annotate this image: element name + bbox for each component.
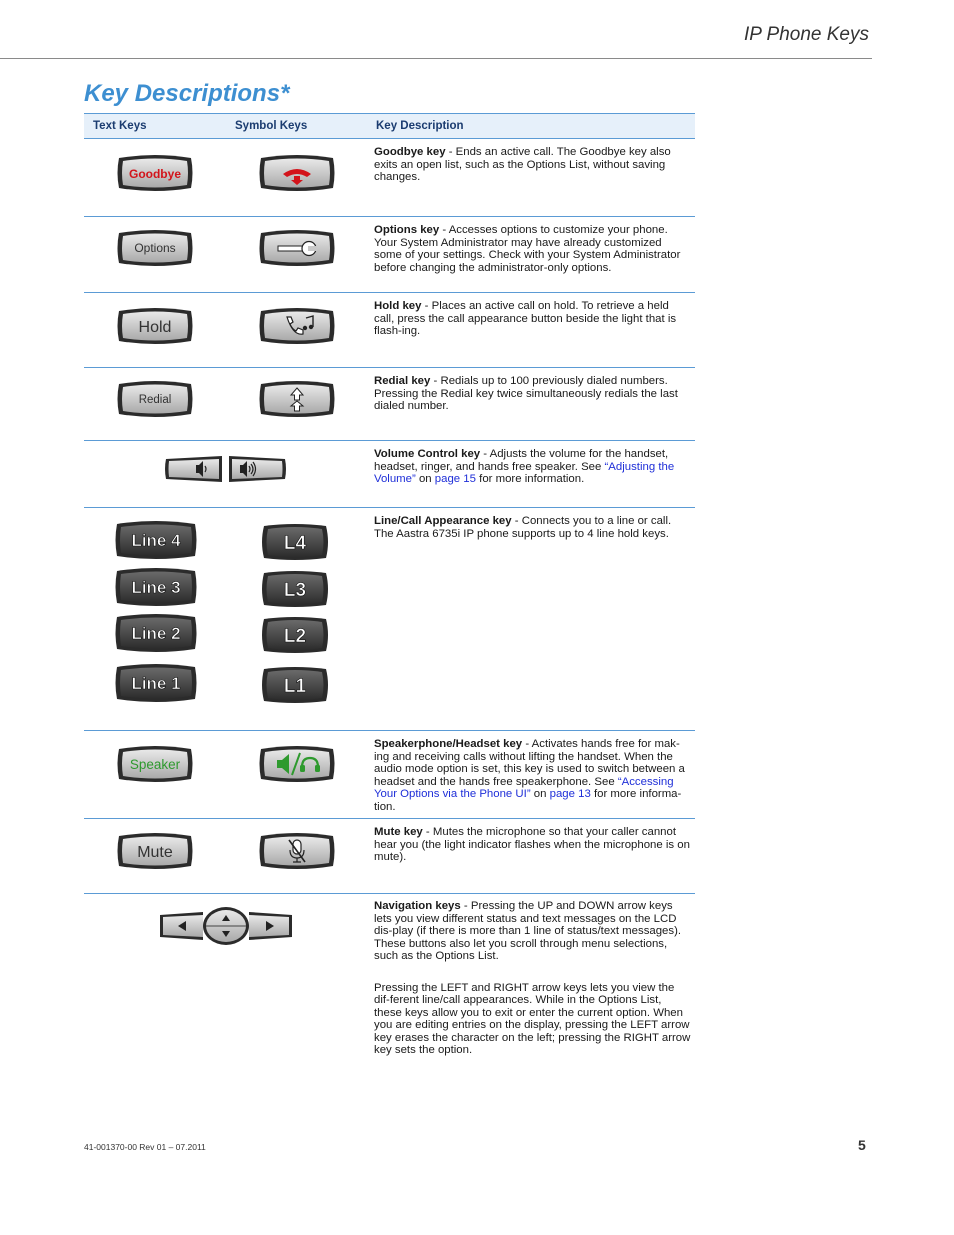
line-2-text-key[interactable]	[114, 613, 198, 653]
section-title: IP Phone Keys	[744, 24, 869, 45]
line-1-symbol-key[interactable]	[260, 665, 330, 705]
table-header	[84, 113, 695, 139]
key-label: Options	[134, 241, 176, 255]
options-key-description: Options key - Accesses options to customize your phone. Your System Administrator may have already customized some of your settings. Check with your System Administrator before changing the administrator-only options.	[374, 224, 681, 274]
table-row	[84, 368, 695, 441]
key-label: Line 3	[131, 578, 181, 597]
document-id: 41-001370-00 Rev 01 – 07.2011	[84, 1142, 206, 1152]
line-key-description: Line/Call Appearance key - Connects you to a line or call. The Aastra 6735i IP phone supports up to 4 line hold keys.	[374, 515, 672, 540]
key-label: L2	[283, 626, 307, 647]
line-4-symbol-key[interactable]	[260, 522, 330, 562]
volume-key-description: Volume Control key - Adjusts the volume for the handset, headset, ringer, and hands free speaker. See “Adjusting the Volume” on page 15 for more information.	[374, 448, 675, 485]
mute-text-key[interactable]	[116, 832, 194, 870]
link-page-13[interactable]: page 13	[549, 788, 591, 800]
key-label: L3	[283, 580, 307, 601]
goodbye-handset-icon[interactable]	[258, 154, 336, 192]
link-accessing-options[interactable]: “Accessing Your Options via the Phone UI”	[374, 775, 674, 800]
volume-down-icon[interactable]	[164, 454, 224, 484]
table-row	[84, 894, 695, 1074]
table-row	[84, 819, 695, 894]
table-row	[84, 139, 695, 217]
wrench-icon[interactable]	[258, 229, 336, 267]
col-header-key-description: Key Description	[376, 120, 464, 132]
table-row	[84, 731, 695, 819]
muted-microphone-icon[interactable]	[258, 832, 336, 870]
key-label: Mute	[137, 844, 173, 861]
key-label: Speaker	[129, 757, 181, 772]
link-adjusting-volume[interactable]: “Adjusting the Volume”	[374, 460, 675, 485]
line-2-symbol-key[interactable]	[260, 615, 330, 655]
line-1-text-key[interactable]	[114, 663, 198, 703]
hold-handset-music-icon[interactable]	[258, 307, 336, 345]
page-number: 5	[858, 1137, 866, 1153]
running-header	[0, 0, 872, 59]
navigation-keys-icon[interactable]	[158, 906, 294, 946]
link-page-15[interactable]: page 15	[434, 473, 476, 485]
speaker-text-key[interactable]	[116, 745, 194, 783]
key-label: L4	[283, 533, 307, 554]
line-3-symbol-key[interactable]	[260, 569, 330, 609]
speaker-key-description: Speakerphone/Headset key - Activates hands free for mak-ing and receiving calls without lifting the handset. When the audio mode option is set, this key is used to switch between a headset and the hands free speakerphone. See “Accessing Your Options via the Phone UI” on page 13 for more informa-tion.	[374, 738, 685, 813]
table-row	[84, 441, 695, 508]
key-label: Goodbye	[128, 167, 182, 181]
volume-up-icon[interactable]	[227, 454, 287, 484]
key-label: Line 2	[131, 624, 181, 643]
table-row	[84, 508, 695, 731]
hold-key-description: Hold key - Places an active call on hold. To retrieve a held call, press the call appearance button beside the light that is flash-ing.	[374, 300, 677, 337]
speaker-headset-icon[interactable]	[258, 745, 336, 783]
col-header-text-keys: Text Keys	[93, 120, 147, 132]
key-descriptions-table	[84, 113, 695, 1074]
redial-arrow-icon[interactable]	[258, 380, 336, 418]
mute-key-description: Mute key - Mutes the microphone so that your caller cannot hear you (the light indicator flashes when the microphone is on mute).	[374, 826, 690, 863]
key-label: Line 4	[131, 531, 181, 550]
options-text-key[interactable]	[116, 229, 194, 267]
hold-text-key[interactable]	[116, 307, 194, 345]
goodbye-text-key[interactable]	[116, 154, 194, 192]
navigation-key-description: Navigation keys - Pressing the UP and DOWN arrow keys lets you view different status and text messages on the LCD dis-play (if there is more than 1 line of status/text messages). These buttons also let you scroll through menu selections, such as the Options List. Pressing the LEFT and RIGHT arrow keys lets you view the dif-ferent line/call appearances. While in the Options List, these keys allow you to exit or enter the current option. When you are editing entries on the display, pressing the LEFT arrow key erases the character on the left; pressing the RIGHT arrow key sets the option.	[374, 900, 691, 1056]
goodbye-key-description: Goodbye key - Ends an active call. The Goodbye key also exits an open list, such as the Options List, without saving changes.	[374, 146, 671, 183]
key-label: Line 1	[131, 674, 181, 693]
line-3-text-key[interactable]	[114, 567, 198, 607]
redial-key-description: Redial key - Redials up to 100 previously dialed numbers. Pressing the Redial key twice simultaneously redials the last dialed number.	[374, 375, 678, 412]
page-title: Key Descriptions*	[84, 80, 290, 107]
redial-text-key[interactable]	[116, 380, 194, 418]
table-row	[84, 293, 695, 368]
table-row	[84, 217, 695, 293]
key-label: L1	[283, 676, 307, 697]
line-4-text-key[interactable]	[114, 520, 198, 560]
key-label: Hold	[138, 319, 172, 336]
key-label: Redial	[138, 394, 172, 406]
col-header-symbol-keys: Symbol Keys	[235, 120, 308, 132]
